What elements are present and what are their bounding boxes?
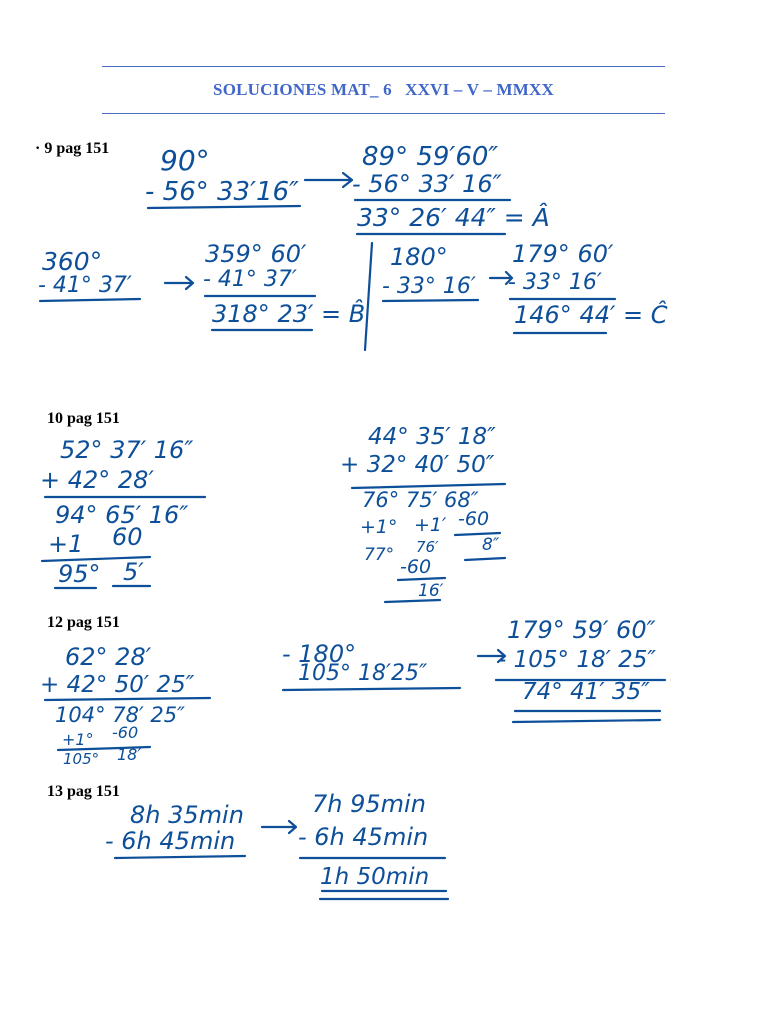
ex9-b1: 360° [42, 247, 103, 276]
ex12-a4b: -60 [112, 723, 139, 742]
ex10-b1: 44° 35′ 18″ [368, 424, 496, 450]
ex10-a4b: 60 [112, 523, 143, 551]
ex12-a1: 62° 28′ [65, 643, 152, 671]
ex10-b6-underline [398, 578, 445, 580]
ex9-c-underline [383, 300, 478, 301]
ex10-a4: +1 [48, 530, 84, 558]
ex9-c4: - 33° 16′ [508, 270, 602, 295]
page-title: SOLUCIONES MAT_ 6 XXVI – V – MMXX [213, 80, 554, 99]
ex10-a2: + 42° 28′ [40, 466, 154, 494]
ex9-b-underline [40, 299, 140, 301]
ex10-b4c: -60 [458, 508, 490, 530]
ex10-b3: 76° 75′ 68″ [362, 488, 479, 512]
ex12-a2: + 42° 50′ 25″ [40, 672, 195, 698]
ex10-b7: 16′ [418, 581, 444, 601]
exercise-label-13: 13 pag 151 [47, 783, 120, 800]
ex13-b2: - 6h 45min [298, 823, 429, 851]
ex13-a2: - 6h 45min [105, 827, 236, 855]
ex13-arrow [262, 821, 296, 833]
ex9-a2: - 56° 33′16″ [145, 177, 299, 207]
ex10-b5c: 8″ [482, 535, 500, 555]
exercise-label-10: 10 pag 151 [47, 410, 120, 427]
ex12-b1: - 180° [282, 640, 357, 668]
ex9-arrow-1 [305, 173, 352, 187]
ex9-b3: 359° 60′ [205, 240, 307, 268]
ex9-b2: - 41° 37′ [38, 273, 132, 298]
ex13-a1: 8h 35min [130, 801, 244, 829]
ex9-a5: 33° 26′ 44″ = Â [357, 203, 550, 232]
ex12-b3: 179° 59′ 60″ [507, 616, 656, 644]
ex10-a5: 95° [58, 560, 101, 588]
ex12-b4: - 105° 18′ 25″ [498, 647, 656, 673]
ex12-b2: 105° 18′25″ [298, 661, 428, 686]
ex10-a3: 94° 65′ 16″ [55, 501, 189, 529]
ex12-b5-underline-2 [513, 720, 660, 722]
ex10-a5b: 5′ [123, 558, 144, 586]
ex10-b5a: 77° [364, 545, 395, 565]
ex10-b5b: 76′ [416, 538, 439, 556]
ex10-solutions [40, 424, 505, 602]
ex9-c5: 146° 44′ = Ĉ [514, 301, 668, 329]
ex12-b5: 74° 41′ 35″ [522, 679, 650, 705]
ex10-b2: + 32° 40′ 50″ [340, 452, 495, 478]
exercise-label-12: 12 pag 151 [47, 614, 120, 631]
ex13-b1: 7h 95min [312, 790, 426, 818]
ex10-b6: -60 [400, 556, 432, 578]
ex9-arrow-2 [165, 277, 193, 289]
ex13-a-underline [115, 856, 245, 858]
ex10-b4a: +1° [360, 516, 398, 538]
ex12-a4a: +1° [62, 730, 94, 749]
ex9-solutions [38, 142, 668, 350]
ex9-c3: 179° 60′ [512, 240, 614, 268]
ex9-c1: 180° [390, 243, 448, 271]
ex9-a1: 90° [160, 144, 210, 177]
ex9-a4: - 56° 33′ 16″ [352, 170, 502, 198]
ex9-b5: 318° 23′ = B̂ [212, 300, 366, 328]
ex9-divider [365, 243, 372, 350]
ex10-b7-underline [385, 600, 440, 602]
ex9-a3: 89° 59′60″ [362, 142, 499, 172]
ex12-b-underline [283, 688, 460, 690]
ex9-b4: - 41° 37′ [203, 267, 297, 292]
ex9-c2: - 33° 16′ [382, 274, 476, 299]
ex12-a5b: 18′ [117, 745, 141, 764]
ex10-a1: 52° 37′ 16″ [60, 436, 194, 464]
ex10-b5c-underline [465, 558, 505, 560]
ex12-a-underline [45, 698, 210, 700]
ex10-b4b: +1′ [414, 514, 447, 536]
exercise-label-9: · 9 pag 151 [35, 140, 110, 157]
ex13-solutions [105, 790, 448, 899]
ex12-a3: 104° 78′ 25″ [55, 703, 185, 727]
ex12-a5a: 105° [63, 750, 100, 768]
ex12-solutions [40, 616, 665, 768]
ex13-b3: 1h 50min [320, 864, 430, 890]
